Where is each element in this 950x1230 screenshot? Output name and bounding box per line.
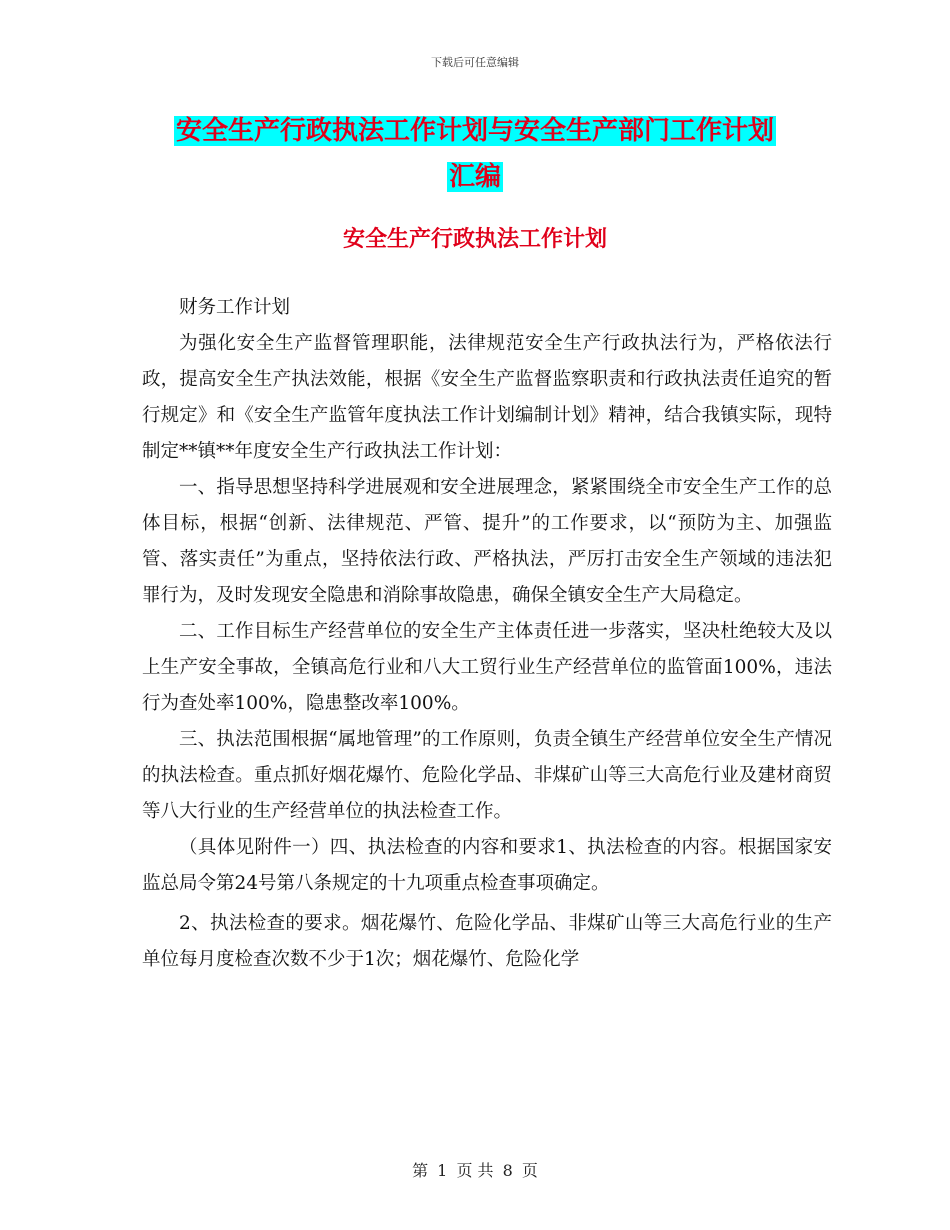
paragraph-intro: 为强化安全生产监督管理职能，法律规范安全生产行政执法行为，严格依法行政，提高安全生产执法效能，根据《安全生产监督监察职责和行政执法责任追究的暂行规定》和《安全生产监管年度执法工作计划编制计划》精神，结合我镇实际，现特制定**镇**年度安全生产行政执法工作计划： [142,333,832,462]
paragraph-enforcement-scope: 三、执法范围根据“属地管理”的工作原则，负责全镇生产经营单位安全生产情况的执法检查。重点抓好烟花爆竹、危险化学品、非煤矿山等三大高危行业及建材商贸等八大行业的生产经营单位的执法检查工作。 [142,729,832,822]
document-title [0,108,950,200]
paragraph-guiding-ideology: 一、指导思想坚持科学进展观和安全进展理念，紧紧围绕全市安全生产工作的总体目标，根据“创新、法律规范、严管、提升”的工作要求，以“预防为主、加强监管、落实责任”为重点，坚持依法行政、严格执法，严厉打击安全生产领域的违法犯罪行为，及时发现安全隐患和消除事故隐患，确保全镇安全生产大局稳定。 [142,477,832,606]
page-number: 1 [437,1161,448,1180]
footer-prefix: 第 [412,1161,429,1180]
header-note: 下载后可任意编辑 [431,56,519,69]
body-text [142,290,832,978]
paragraph-subtitle: 财务工作计划 [179,297,291,318]
paragraph-work-goals: 二、工作目标生产经营单位的安全生产主体责任进一步落实，坚决杜绝较大及以上生产安全事故，全镇高危行业和八大工贸行业生产经营单位的监管面100%，违法行为查处率100%，隐患整改率100%。 [142,621,832,714]
footer-middle: 页 共 [456,1161,494,1180]
page-footer [0,1158,950,1181]
title-line-1: 安全生产行政执法工作计划与安全生产部门工作计划 [175,116,774,146]
paragraph-inspection-requirements: 2、执法检查的要求。烟花爆竹、危险化学品、非煤矿山等三大高危行业的生产单位每月度检查次数不少于1次；烟花爆竹、危险化学 [142,913,832,970]
footer-suffix: 页 [521,1161,538,1180]
section-title: 安全生产行政执法工作计划 [342,226,607,252]
page-total: 8 [502,1161,513,1180]
title-line-2: 汇编 [448,162,501,192]
paragraph-inspection-content: （具体见附件一）四、执法检查的内容和要求1、执法检查的内容。根据国家安监总局令第24号第八条规定的十九项重点检查事项确定。 [142,837,832,894]
